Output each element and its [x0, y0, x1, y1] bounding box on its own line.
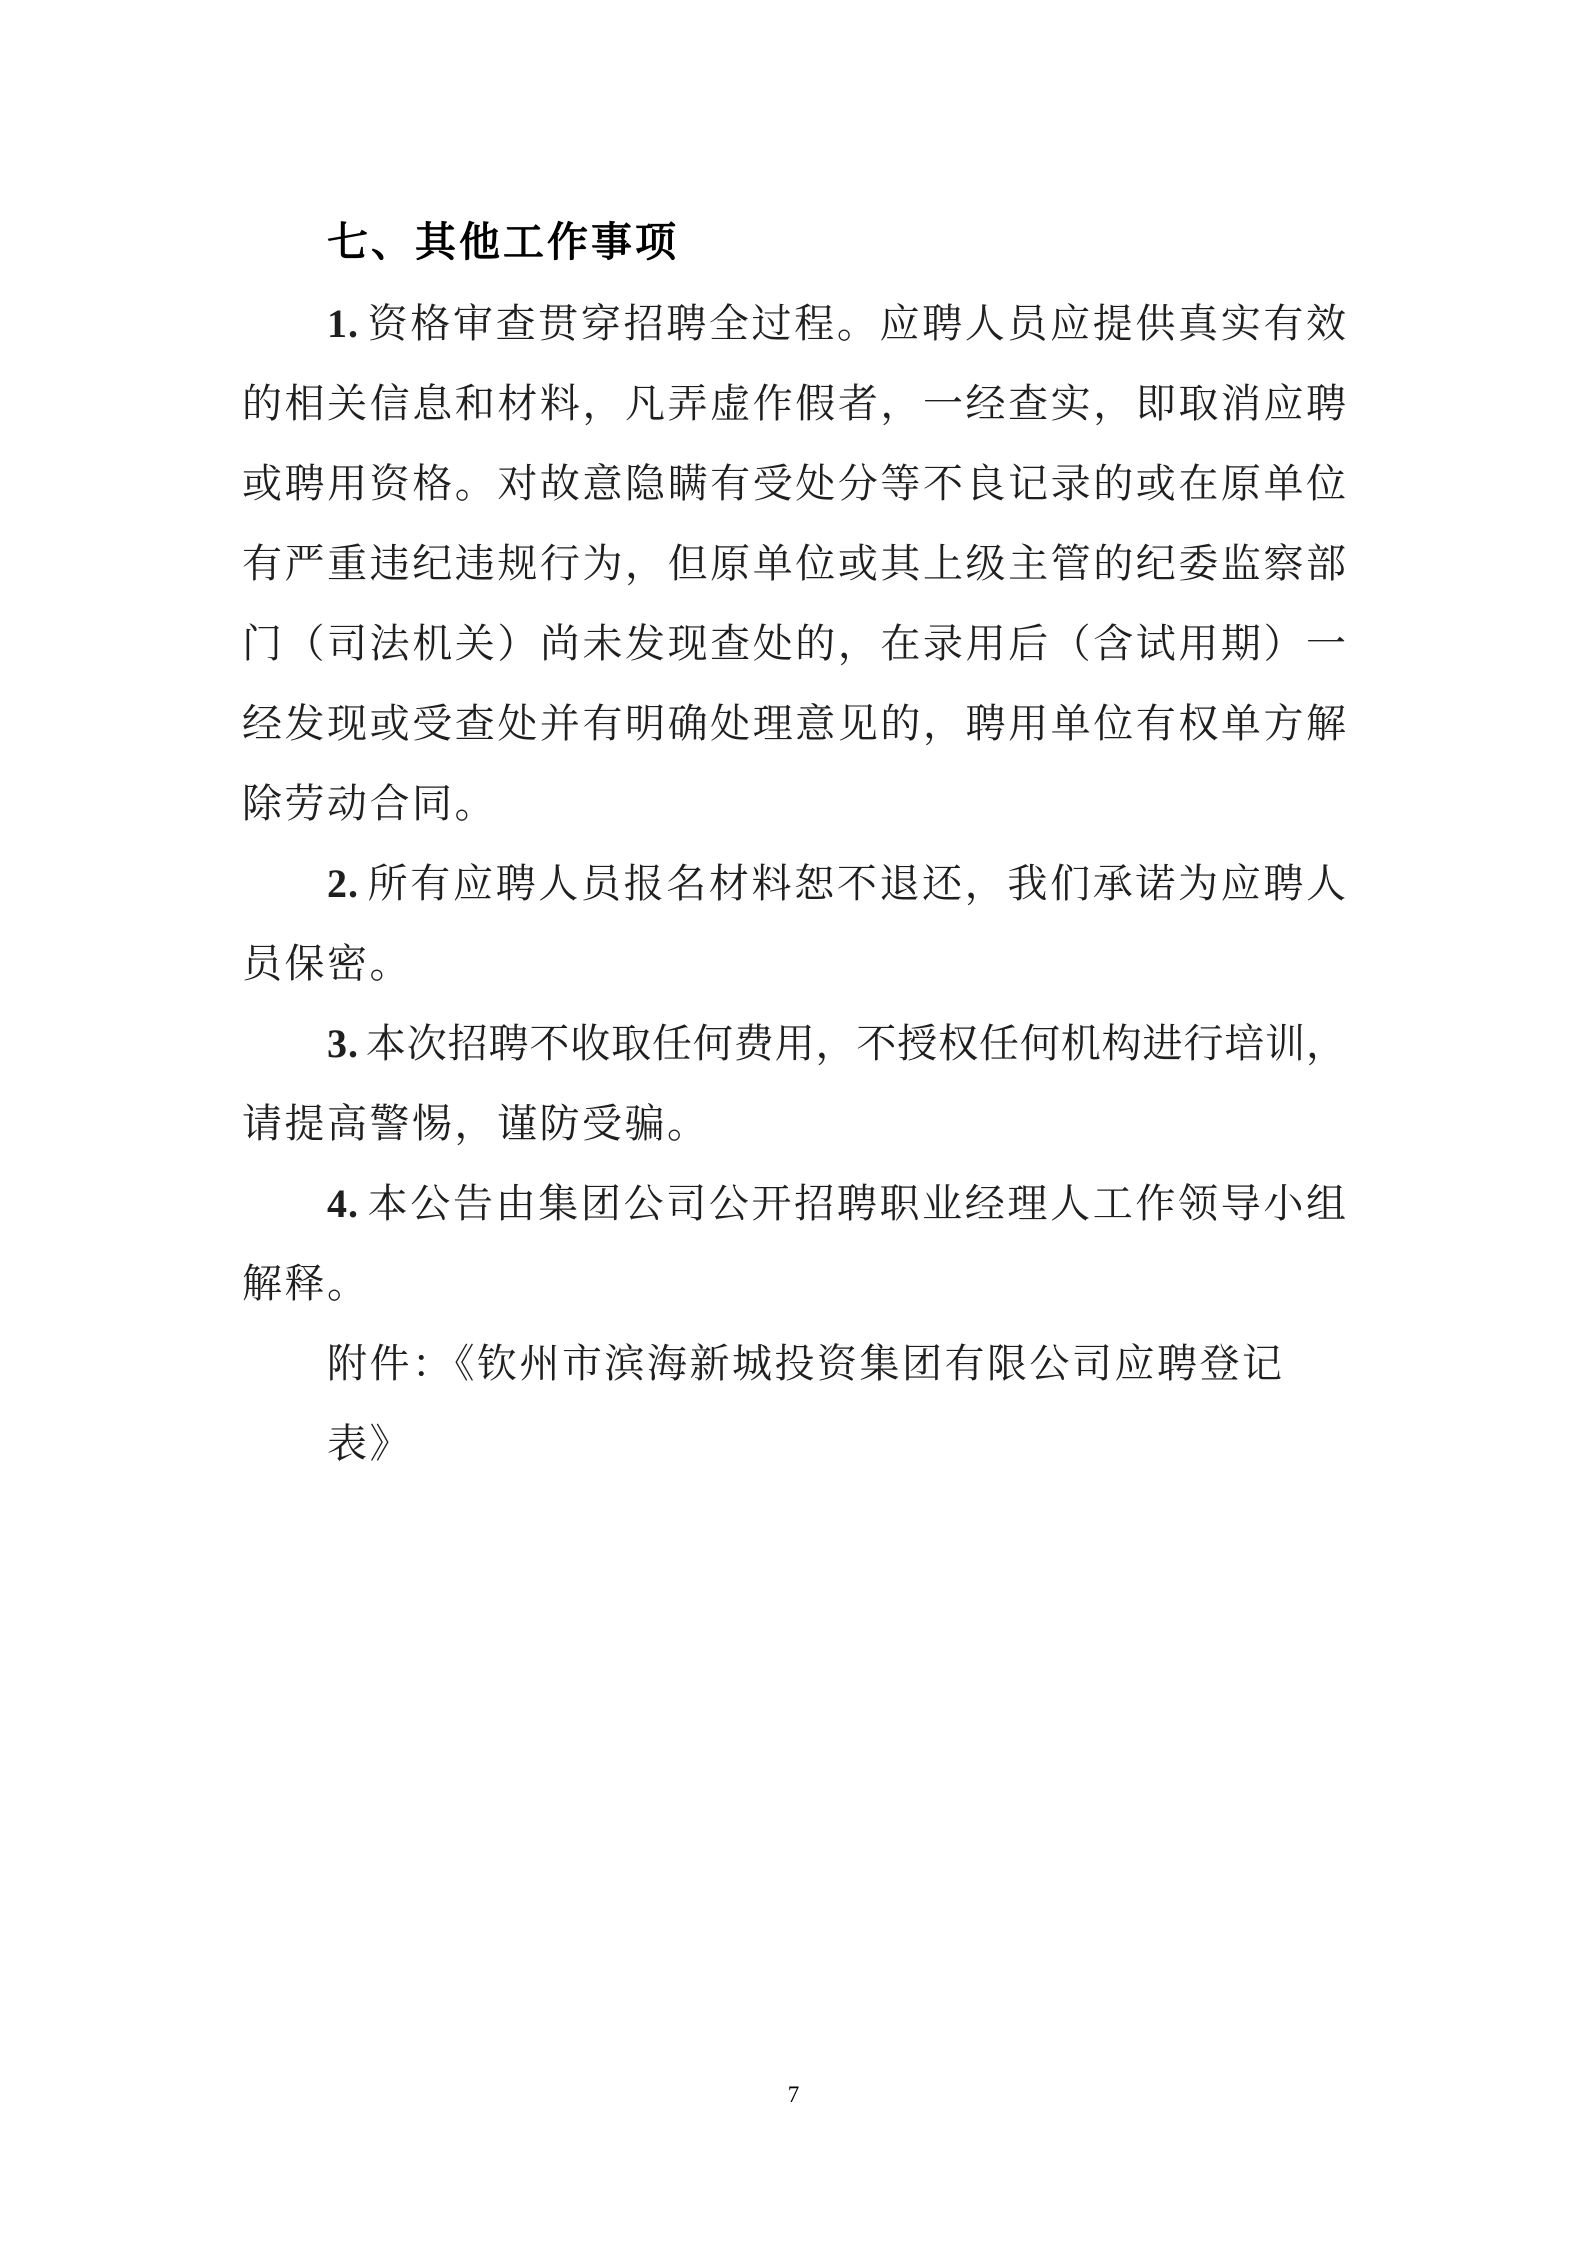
body-line: 3. 本次招聘不收取任何费用，不授权任何机构进行培训， [327, 1021, 1346, 1066]
list-number: 4. [327, 1181, 359, 1226]
body-line: 门（司法机关）尚未发现查处的，在录用后（含试用期）一 [242, 621, 1346, 666]
list-number: 1. [327, 301, 359, 346]
body-lines [242, 284, 1346, 1484]
body-line: 附件：《钦州市滨海新城投资集团有限公司应聘登记表》 [327, 1341, 1285, 1466]
body-line: 的相关信息和材料，凡弄虚作假者，一经查实，即取消应聘 [242, 381, 1346, 426]
list-number: 3. [327, 1021, 359, 1066]
body-line: 或聘用资格。对故意隐瞒有受处分等不良记录的或在原单位 [242, 461, 1346, 506]
section-heading: 七、其他工作事项 [327, 219, 679, 265]
body-line: 1. 资格审查贯穿招聘全过程。应聘人员应提供真实有效 [327, 301, 1346, 346]
body-line: 经发现或受查处并有明确处理意见的，聘用单位有权单方解 [242, 701, 1346, 746]
page-number: 7 [787, 2082, 800, 2107]
body-line: 请提高警惕，谨防受骗。 [242, 1101, 710, 1146]
body-line: 除劳动合同。 [242, 781, 497, 826]
body-line: 4. 本公告由集团公司公开招聘职业经理人工作领导小组 [327, 1181, 1346, 1226]
document-body [242, 200, 1346, 1484]
body-line: 2. 所有应聘人员报名材料恕不退还，我们承诺为应聘人 [327, 861, 1346, 906]
body-line: 解释。 [242, 1261, 370, 1306]
body-line: 员保密。 [242, 941, 412, 986]
body-line: 有严重违纪违规行为，但原单位或其上级主管的纪委监察部 [242, 541, 1346, 586]
list-number: 2. [327, 861, 359, 906]
